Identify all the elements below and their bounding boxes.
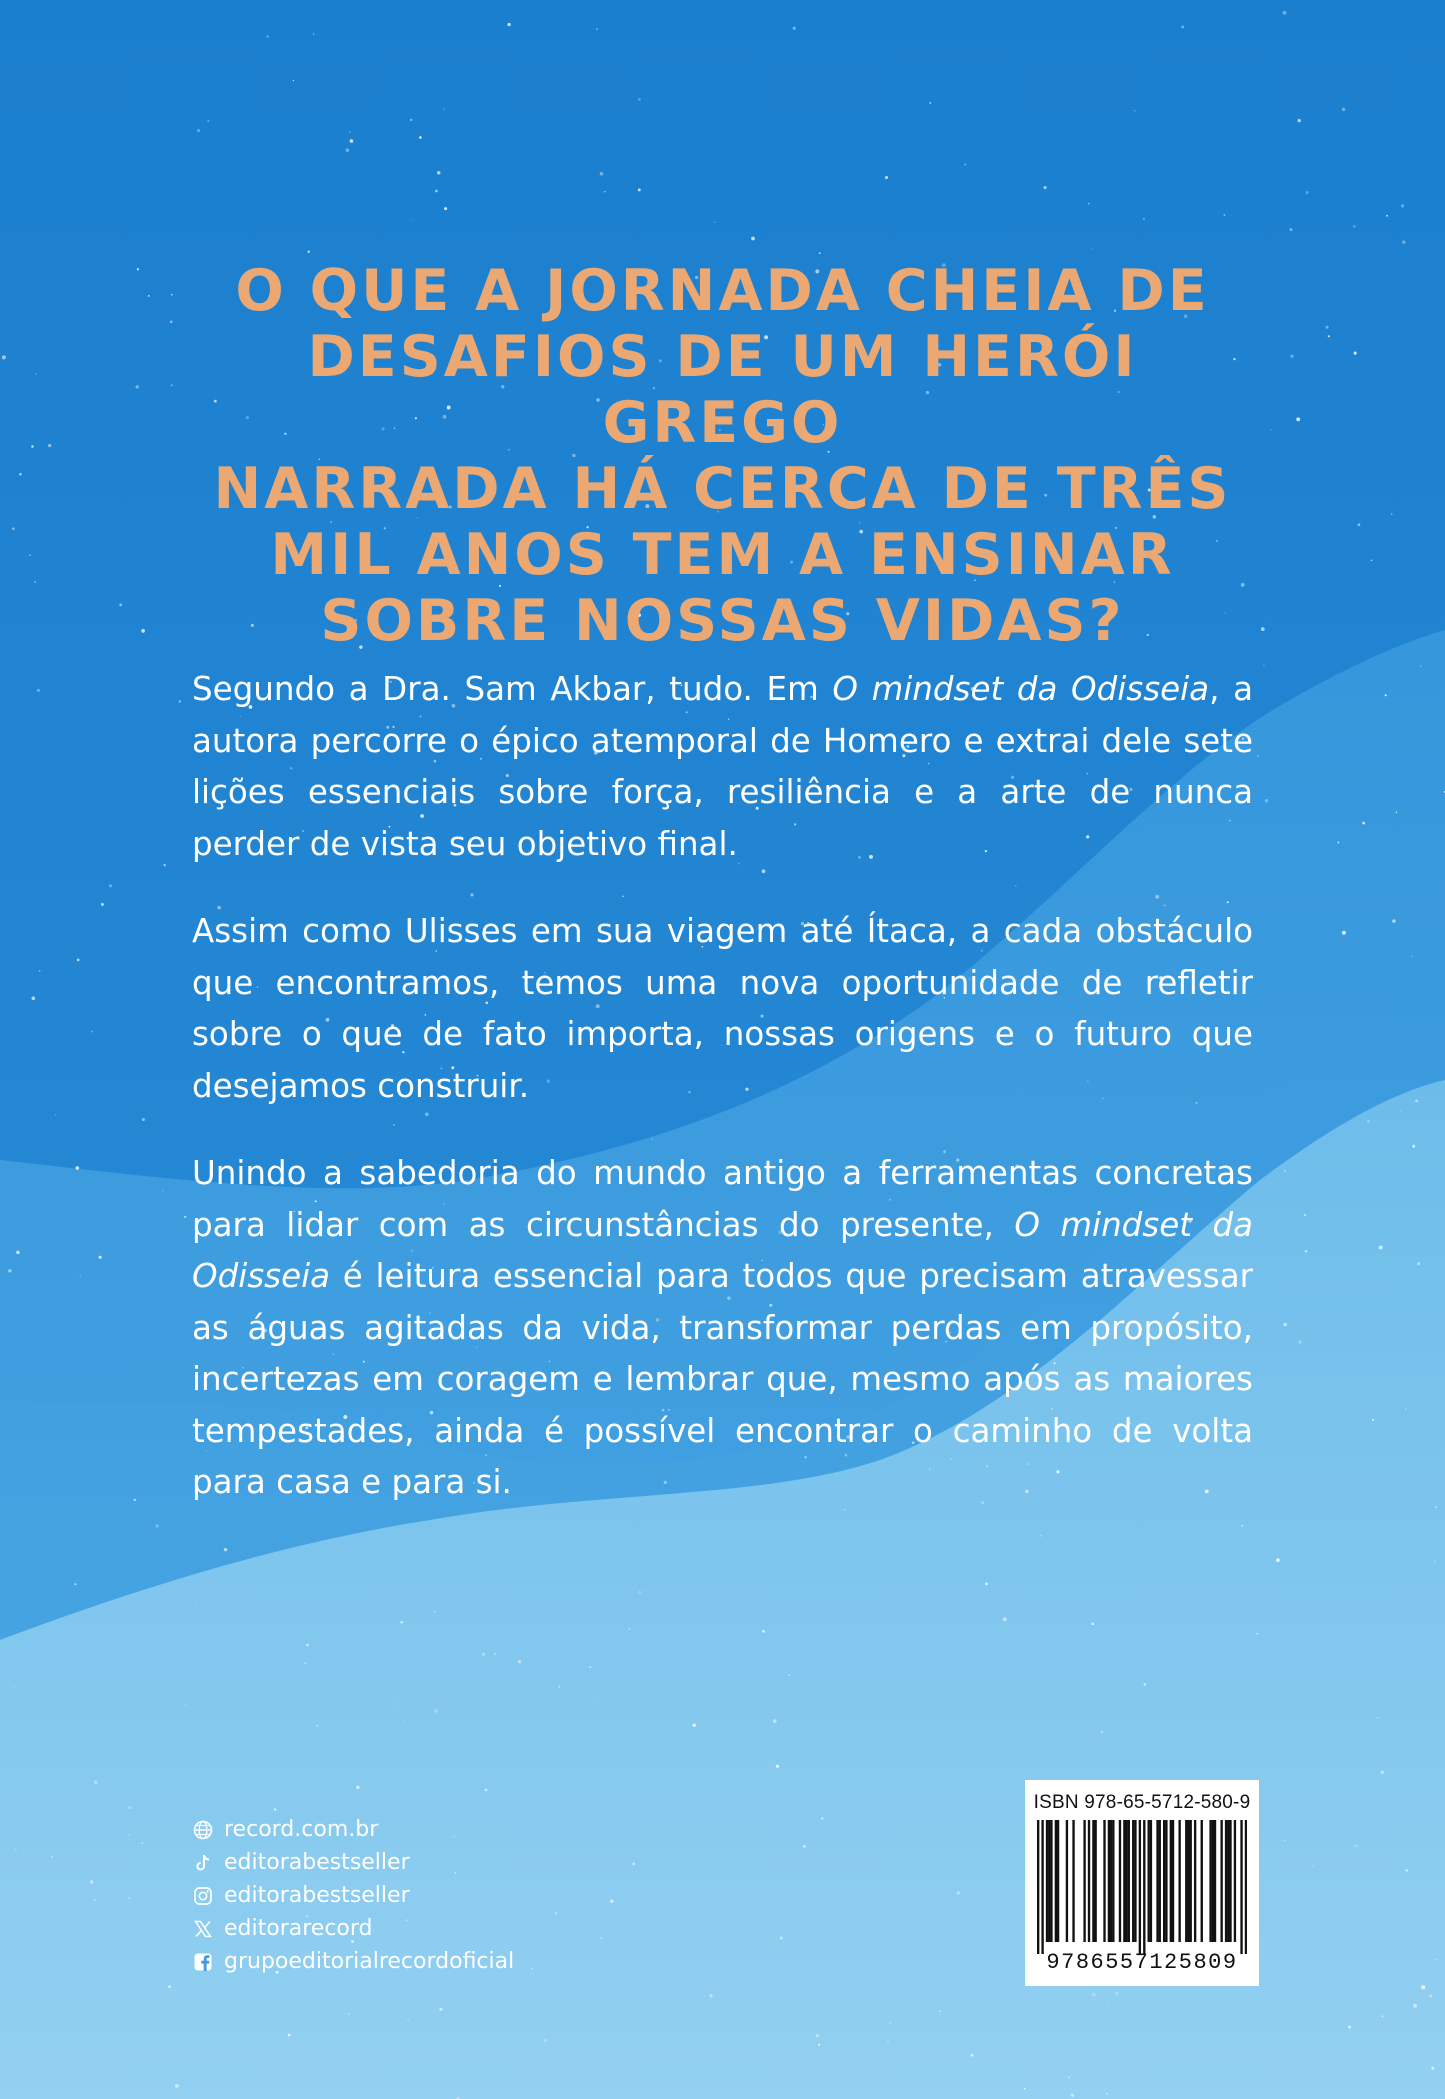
speckle [306, 1644, 309, 1647]
speckle [1386, 215, 1388, 217]
speckle [293, 80, 294, 81]
speckle [705, 1996, 706, 1997]
headline-line: O QUE A JORNADA CHEIA DE [235, 258, 1210, 324]
speckle [128, 1897, 131, 1900]
barcode-bar [1125, 1820, 1127, 1942]
speckle [638, 98, 641, 101]
speckle [494, 1653, 496, 1655]
speckle [1134, 110, 1135, 111]
speckle [39, 970, 41, 972]
speckle [2, 355, 6, 359]
isbn-label: ISBN 978-65-5712-580-9 [1033, 1792, 1251, 1813]
globe-icon [193, 1820, 213, 1840]
speckle [1434, 1561, 1435, 1562]
barcode-bar [1227, 1820, 1229, 1942]
speckle [31, 445, 34, 448]
speckle [435, 190, 438, 193]
social-link-label: grupoeditorialrecordoficial [224, 1949, 515, 1974]
social-link-website[interactable] [193, 1813, 514, 1846]
speckle [12, 527, 15, 530]
barcode-bar [1094, 1820, 1096, 1942]
speckle [419, 136, 422, 139]
speckle [1354, 1845, 1357, 1848]
speckle [1115, 1992, 1119, 1996]
speckle [1435, 1506, 1437, 1508]
speckle [885, 176, 888, 179]
speckle [1362, 822, 1365, 825]
speckle [1354, 352, 1357, 355]
speckle [889, 2022, 891, 2024]
speckle [1283, 1323, 1287, 1327]
speckle [803, 1845, 806, 1848]
speckle [1342, 931, 1346, 935]
speckle [1377, 1717, 1379, 1719]
speckle [434, 1611, 435, 1612]
speckle [195, 1605, 196, 1606]
barcode-bar [1055, 1820, 1057, 1942]
speckle [19, 473, 22, 476]
barcode-bar [1148, 1820, 1150, 1942]
barcode-bar [1083, 1820, 1085, 1942]
speckle [819, 252, 821, 254]
barcode-digits: 9786557125809 [1046, 1950, 1238, 1975]
speckle [1421, 1985, 1425, 1989]
speckle [437, 171, 441, 175]
speckle [1405, 1409, 1406, 1410]
speckle [1412, 1145, 1415, 1148]
speckle [1284, 1170, 1286, 1172]
speckle [1257, 755, 1259, 757]
speckle [407, 2019, 408, 2020]
speckle [1348, 2026, 1351, 2029]
speckle [163, 864, 165, 866]
barcode-bar [1048, 1820, 1050, 1942]
speckle [940, 2011, 941, 2012]
speckle [1003, 1617, 1007, 1621]
social-link-label: editorarecord [224, 1916, 373, 1941]
speckle [773, 1719, 777, 1723]
speckle [55, 1114, 56, 1115]
speckle [142, 1118, 145, 1121]
barcode-bar [1156, 1820, 1158, 1942]
speckle [137, 268, 139, 270]
speckle [29, 554, 31, 556]
speckle [1396, 812, 1397, 813]
barcode-bars [1037, 1820, 1247, 1954]
speckle [184, 1216, 186, 1218]
speckle [1385, 694, 1387, 696]
speckle [485, 1789, 488, 1792]
blurb-paragraph-2: Assim como Ulisses em sua viagem até Ítaca, a cada obstáculo que encontramos, temos uma nova oportunidade de refletir sobre o que de fato importa, nossas origens e o futuro que desejamos construir. [192, 912, 1253, 1105]
speckle [128, 1806, 131, 1809]
speckle [134, 1499, 136, 1501]
speckle [632, 1863, 635, 1866]
speckle [1071, 2094, 1074, 2097]
speckle [1328, 335, 1330, 337]
speckle [101, 903, 104, 906]
barcode-bar [1128, 1820, 1130, 1942]
speckle [793, 27, 796, 30]
speckle [1337, 842, 1339, 844]
speckle [1298, 119, 1301, 122]
barcode-bar [1172, 1820, 1174, 1942]
speckle [629, 1628, 631, 1630]
speckle [1304, 1214, 1306, 1216]
speckle [76, 1166, 80, 1170]
speckle [378, 1650, 379, 1651]
speckle [445, 1638, 446, 1639]
speckle [1392, 919, 1395, 922]
barcode-bar [1214, 1820, 1216, 1942]
speckle [1312, 1865, 1313, 1866]
speckle [1379, 1246, 1383, 1250]
speckle [90, 1880, 93, 1883]
social-link-tiktok[interactable] [193, 1846, 514, 1879]
speckle [267, 36, 269, 38]
speckle [1435, 1959, 1436, 1960]
speckle [1406, 1869, 1408, 1871]
speckle [288, 2034, 291, 2037]
barcode-bar [1112, 1820, 1114, 1942]
speckle [171, 294, 173, 296]
barcode-bar [1092, 1820, 1094, 1942]
speckle [544, 2038, 548, 2042]
speckle [308, 251, 310, 253]
blurb-paragraph-1: Segundo a Dra. Sam Akbar, tudo. Em O mindset da Odisseia, a autora percorre o épico atemporal de Homero e extrai dele sete lições essenciais sobre força, resiliência e a arte de nunca perder de vista seu objetivo final. [192, 670, 1253, 863]
speckle [179, 700, 181, 702]
blurb-paragraph-3: Unindo a sabedoria do mundo antigo a ferramentas concretas para lidar com as circunstâncias do presente, O mindset da Odisseia é leitura essencial para todos que precisam atravessar as águas agitadas da vida, transformar perdas em propósito, incertezas em coragem e lembrar que, mesmo após as maiores tempestades, ainda é possível encontrar o caminho de volta para casa e para si. [192, 1154, 1253, 1501]
barcode-bar [1159, 1820, 1161, 1942]
barcode-bar [1103, 1820, 1105, 1942]
speckle [74, 1583, 76, 1585]
social-link-facebook[interactable] [193, 1945, 514, 1978]
speckle [887, 2041, 888, 2042]
speckle [1143, 218, 1144, 219]
speckle [558, 1686, 560, 1688]
speckle [1412, 956, 1413, 957]
speckle [1305, 1250, 1308, 1253]
speckle [94, 1899, 96, 1901]
speckle [129, 1834, 130, 1835]
social-link-label: editorabestseller [224, 1850, 410, 1875]
barcode-bar [1194, 1820, 1196, 1942]
speckle [348, 2013, 349, 2014]
barcode-bar [1185, 1820, 1187, 1942]
speckle [518, 1660, 521, 1663]
speckle [1283, 11, 1287, 15]
speckle [401, 1621, 404, 1624]
facebook-icon [193, 1952, 213, 1972]
barcode-bar [1234, 1820, 1236, 1942]
speckle [1431, 2067, 1434, 2070]
speckle [600, 1937, 602, 1939]
speckle [1271, 429, 1272, 430]
barcode-bar [1132, 1820, 1134, 1942]
speckle [15, 1849, 17, 1851]
speckle [600, 172, 604, 176]
speckle [1372, 1419, 1374, 1421]
speckle [224, 1548, 228, 1552]
speckle [80, 1276, 82, 1278]
speckle [1181, 25, 1184, 28]
speckle [1088, 203, 1090, 205]
speckle [185, 1705, 187, 1707]
speckle [35, 373, 36, 374]
speckle [1401, 204, 1404, 207]
speckle [197, 129, 200, 132]
speckle [714, 222, 715, 223]
speckle [639, 1591, 642, 1594]
barcode-bar [1143, 1820, 1145, 1954]
barcode-bar [1123, 1820, 1125, 1942]
speckle [1381, 2015, 1383, 2017]
speckle [410, 119, 412, 121]
barcode-bar [1066, 1820, 1068, 1942]
speckle [170, 321, 173, 324]
social-link-instagram[interactable] [193, 1879, 514, 1912]
speckle [709, 1994, 712, 1997]
headline-line: MIL ANOS TEM A ENSINAR [270, 522, 1175, 588]
barcode-bar [1163, 1820, 1165, 1942]
speckle [1306, 191, 1309, 194]
speckle [207, 120, 209, 122]
barcode-bar [1220, 1820, 1222, 1942]
speckle [929, 102, 931, 104]
speckle [1410, 1707, 1411, 1708]
speckle [31, 996, 35, 1000]
speckle [171, 385, 172, 386]
barcode-bar [1134, 1820, 1136, 1942]
social-links [193, 1813, 514, 1978]
speckle [1144, 1683, 1147, 1686]
book-title: O mindset da Odisseia [192, 1205, 1253, 1295]
speckle [1391, 513, 1393, 515]
barcode-bar [1187, 1820, 1189, 1942]
barcode-bar [1201, 1820, 1203, 1942]
barcode-bar [1245, 1820, 1247, 1954]
speckle [1091, 1623, 1094, 1626]
barcode-bar [1046, 1820, 1048, 1942]
speckle [155, 1524, 158, 1527]
speckle [162, 1190, 163, 1191]
speckle [971, 2054, 974, 2057]
barcode-bar [1225, 1820, 1227, 1942]
speckle [1415, 1100, 1418, 1103]
speckle [274, 1808, 276, 1810]
speckle [1223, 214, 1225, 216]
speckle [1256, 1633, 1258, 1635]
speckle [1367, 1120, 1369, 1122]
barcode-bar [1041, 1820, 1043, 1954]
speckle [1106, 2002, 1107, 2003]
speckle [589, 1666, 591, 1668]
barcode-bar [1178, 1820, 1180, 1942]
speckle [507, 23, 510, 26]
speckle [1326, 326, 1329, 329]
speckle [531, 1968, 533, 1970]
barcode-bar [1139, 1820, 1141, 1954]
speckle [16, 1251, 20, 1255]
speckle [1342, 108, 1346, 112]
speckle [356, 1785, 360, 1789]
speckle [780, 1937, 783, 1940]
speckle [316, 1725, 318, 1727]
blurb [192, 664, 1253, 1545]
speckle [1371, 560, 1372, 561]
speckle [1400, 1110, 1401, 1111]
speckle [776, 1765, 779, 1768]
speckle [1263, 665, 1264, 666]
speckle [346, 148, 350, 152]
speckle [1091, 248, 1092, 249]
barcode-bar [1108, 1820, 1110, 1942]
speckle [141, 1842, 143, 1844]
headline-line: DESAFIOS DE UM HERÓI GREGO [307, 324, 1138, 456]
speckle [1402, 240, 1406, 244]
speckle [350, 139, 354, 143]
speckle [762, 1630, 765, 1633]
barcode-bar [1209, 1820, 1211, 1942]
barcode-bar [1240, 1820, 1242, 1954]
speckle [1261, 627, 1265, 631]
speckle [141, 629, 145, 633]
speckle [1413, 2004, 1417, 2008]
book-title: O mindset da Odisseia [832, 670, 1210, 708]
speckle [1298, 1340, 1301, 1343]
barcode-bar [1050, 1820, 1052, 1942]
speckle [604, 191, 606, 193]
speckle [956, 1891, 960, 1895]
tiktok-icon [193, 1853, 213, 1873]
speckle [1265, 799, 1268, 802]
speckle [1100, 1730, 1103, 1733]
x-icon [193, 1919, 213, 1939]
speckle [1024, 2088, 1026, 2090]
speckle [1358, 523, 1361, 526]
speckle [313, 34, 314, 35]
speckle [985, 1582, 988, 1585]
speckle [37, 689, 40, 692]
speckle [1276, 1558, 1280, 1562]
barcode-bar [1110, 1820, 1112, 1942]
instagram-icon [193, 1886, 213, 1906]
headline-line: SOBRE NOSSAS VIDAS? [320, 588, 1125, 654]
speckle [1068, 2076, 1070, 2078]
speckle [77, 959, 80, 962]
speckle [693, 1724, 696, 1727]
speckle [1092, 1993, 1096, 1997]
social-link-x[interactable] [193, 1912, 514, 1945]
barcode-bar [1229, 1820, 1231, 1942]
speckle [99, 1256, 102, 1259]
speckle [136, 385, 139, 388]
barcode-bar [1088, 1820, 1090, 1942]
speckle [443, 109, 444, 110]
speckle [1380, 1770, 1384, 1774]
speckle [13, 1686, 14, 1687]
speckle [403, 1721, 404, 1722]
social-link-label: record.com.br [224, 1817, 379, 1842]
speckle [1290, 355, 1293, 358]
social-link-label: editorabestseller [224, 1883, 410, 1908]
speckle [168, 1985, 171, 1988]
isbn-barcode [1025, 1780, 1259, 1986]
headline [190, 258, 1255, 654]
barcode-bar [1037, 1820, 1039, 1954]
speckle [1353, 225, 1356, 228]
speckle [109, 884, 112, 887]
barcode-bar [1119, 1820, 1121, 1942]
speckle [1430, 1995, 1432, 1997]
speckle [596, 28, 598, 30]
speckle [412, 219, 413, 220]
speckle [818, 2044, 820, 2046]
speckle [94, 1780, 98, 1784]
speckle [119, 604, 122, 607]
speckle [1417, 1262, 1420, 1265]
speckle [349, 131, 350, 132]
barcode-bar [1190, 1820, 1192, 1942]
speckle [555, 1912, 557, 1914]
speckle [51, 1856, 53, 1858]
speckle [394, 1703, 395, 1704]
speckle [751, 237, 755, 241]
barcode-bar [1165, 1820, 1167, 1942]
speckle [304, 1662, 306, 1664]
speckle [596, 1702, 597, 1703]
barcode-bar [1170, 1820, 1172, 1942]
barcode-bar [1150, 1820, 1152, 1942]
speckle [34, 581, 36, 583]
speckle [1296, 417, 1300, 421]
speckle [8, 1269, 11, 1272]
speckle [1420, 665, 1422, 667]
speckle [482, 1653, 485, 1656]
speckle [148, 295, 150, 297]
speckle [439, 2008, 442, 2011]
speckle [816, 2034, 819, 2037]
speckle [821, 1817, 823, 1819]
speckle [788, 1674, 790, 1676]
headline-line: NARRADA HÁ CERCA DE TRÊS [213, 456, 1232, 522]
speckle [610, 1899, 613, 1902]
speckle [964, 164, 966, 166]
speckle [638, 189, 641, 192]
speckle [1044, 186, 1047, 189]
speckle [48, 444, 51, 447]
speckle [175, 2084, 179, 2088]
speckle [435, 1709, 438, 1712]
speckle [1106, 2093, 1107, 2094]
speckle [1284, 1840, 1285, 1841]
speckle [91, 1031, 93, 1033]
barcode-bar [1057, 1820, 1059, 1942]
barcode-bar [1212, 1820, 1214, 1942]
speckle [1290, 228, 1293, 231]
barcode-bar [1072, 1820, 1074, 1942]
speckle [444, 207, 447, 210]
